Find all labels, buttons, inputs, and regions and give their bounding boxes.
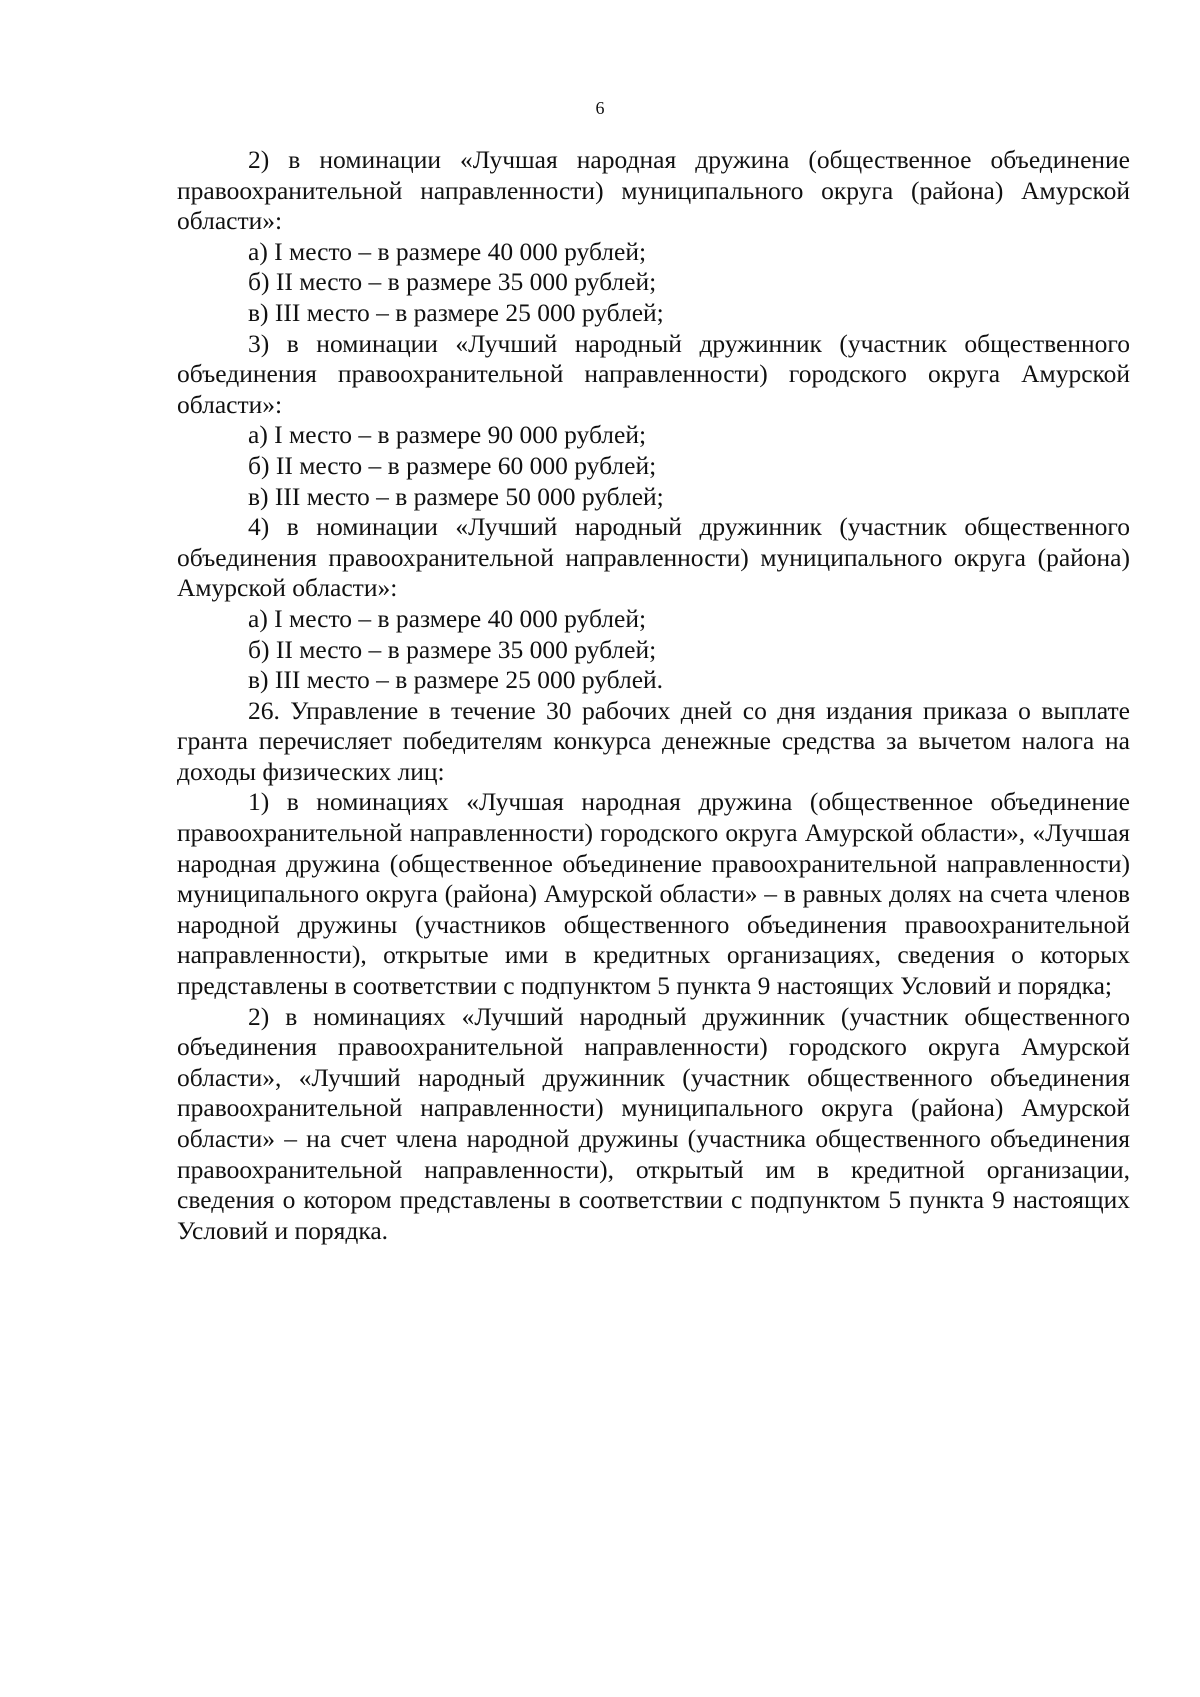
prize-line-3c: в) III место – в размере 50 000 рублей;	[248, 481, 664, 511]
prize-line-3a: а) I место – в размере 90 000 рублей;	[248, 420, 647, 450]
page-number: 6	[595, 98, 605, 118]
prize-line-2c: в) III место – в размере 25 000 рублей;	[248, 297, 664, 327]
prize-line-4c: в) III место – в размере 25 000 рублей.	[248, 665, 664, 695]
paragraph-section-26: 26. Управление в течение 30 рабочих дней со дня издания приказа о выплате гранта перечисляет победителям конкурса денежные средства за вычетом налога на доходы физических лиц:	[177, 695, 1130, 786]
prize-line-2b: б) II место – в размере 35 000 рублей;	[248, 267, 657, 297]
prize-line-2a: а) I место – в размере 40 000 рублей;	[248, 236, 647, 266]
paragraph-nomination-2: 2) в номинации «Лучшая народная дружина (общественное объединение правоохранительной направленности) муниципального округа (района) Амурской области»:	[177, 145, 1130, 236]
paragraph-nomination-3: 3) в номинации «Лучший народный дружинник (участник общественного объединения правоохранительной направленности) городского округа Амурской области»:	[177, 328, 1130, 419]
document-body	[177, 145, 1130, 1246]
prize-line-4b: б) II место – в размере 35 000 рублей;	[248, 634, 657, 664]
paragraph-nomination-4: 4) в номинации «Лучший народный дружинник (участник общественного объединения правоохранительной направленности) муниципального округа (района) Амурской области»:	[177, 512, 1130, 603]
paragraph-26-item-2: 2) в номинациях «Лучший народный дружинник (участник общественного объединения правоохранительной направленности) городского округа Амурской области», «Лучший народный дружинник (участник общественного объединения правоохранительной направленности) муниципального округа (района) Амурской области» – на счет члена народной дружины (участника общественного объединения правоохранительной направленности), открытый им в кредитной организации, сведения о котором представлены в соответствии с подпунктом 5 пункта 9 настоящих Условий и порядка.	[177, 1001, 1130, 1245]
prize-line-3b: б) II место – в размере 60 000 рублей;	[248, 450, 657, 480]
paragraph-26-item-1: 1) в номинациях «Лучшая народная дружина (общественное объединение правоохранительной направленности) городского округа Амурской области», «Лучшая народная дружина (общественное объединение правоохранительной направленности) муниципального округа (района) Амурской области» – в равных долях на счета членов народной дружины (участников общественного объединения правоохранительной направленности), открытые ими в кредитных организациях, сведения о которых представлены в соответствии с подпунктом 5 пункта 9 настоящих Условий и порядка;	[177, 787, 1130, 1001]
prize-line-4a: а) I место – в размере 40 000 рублей;	[248, 603, 647, 633]
